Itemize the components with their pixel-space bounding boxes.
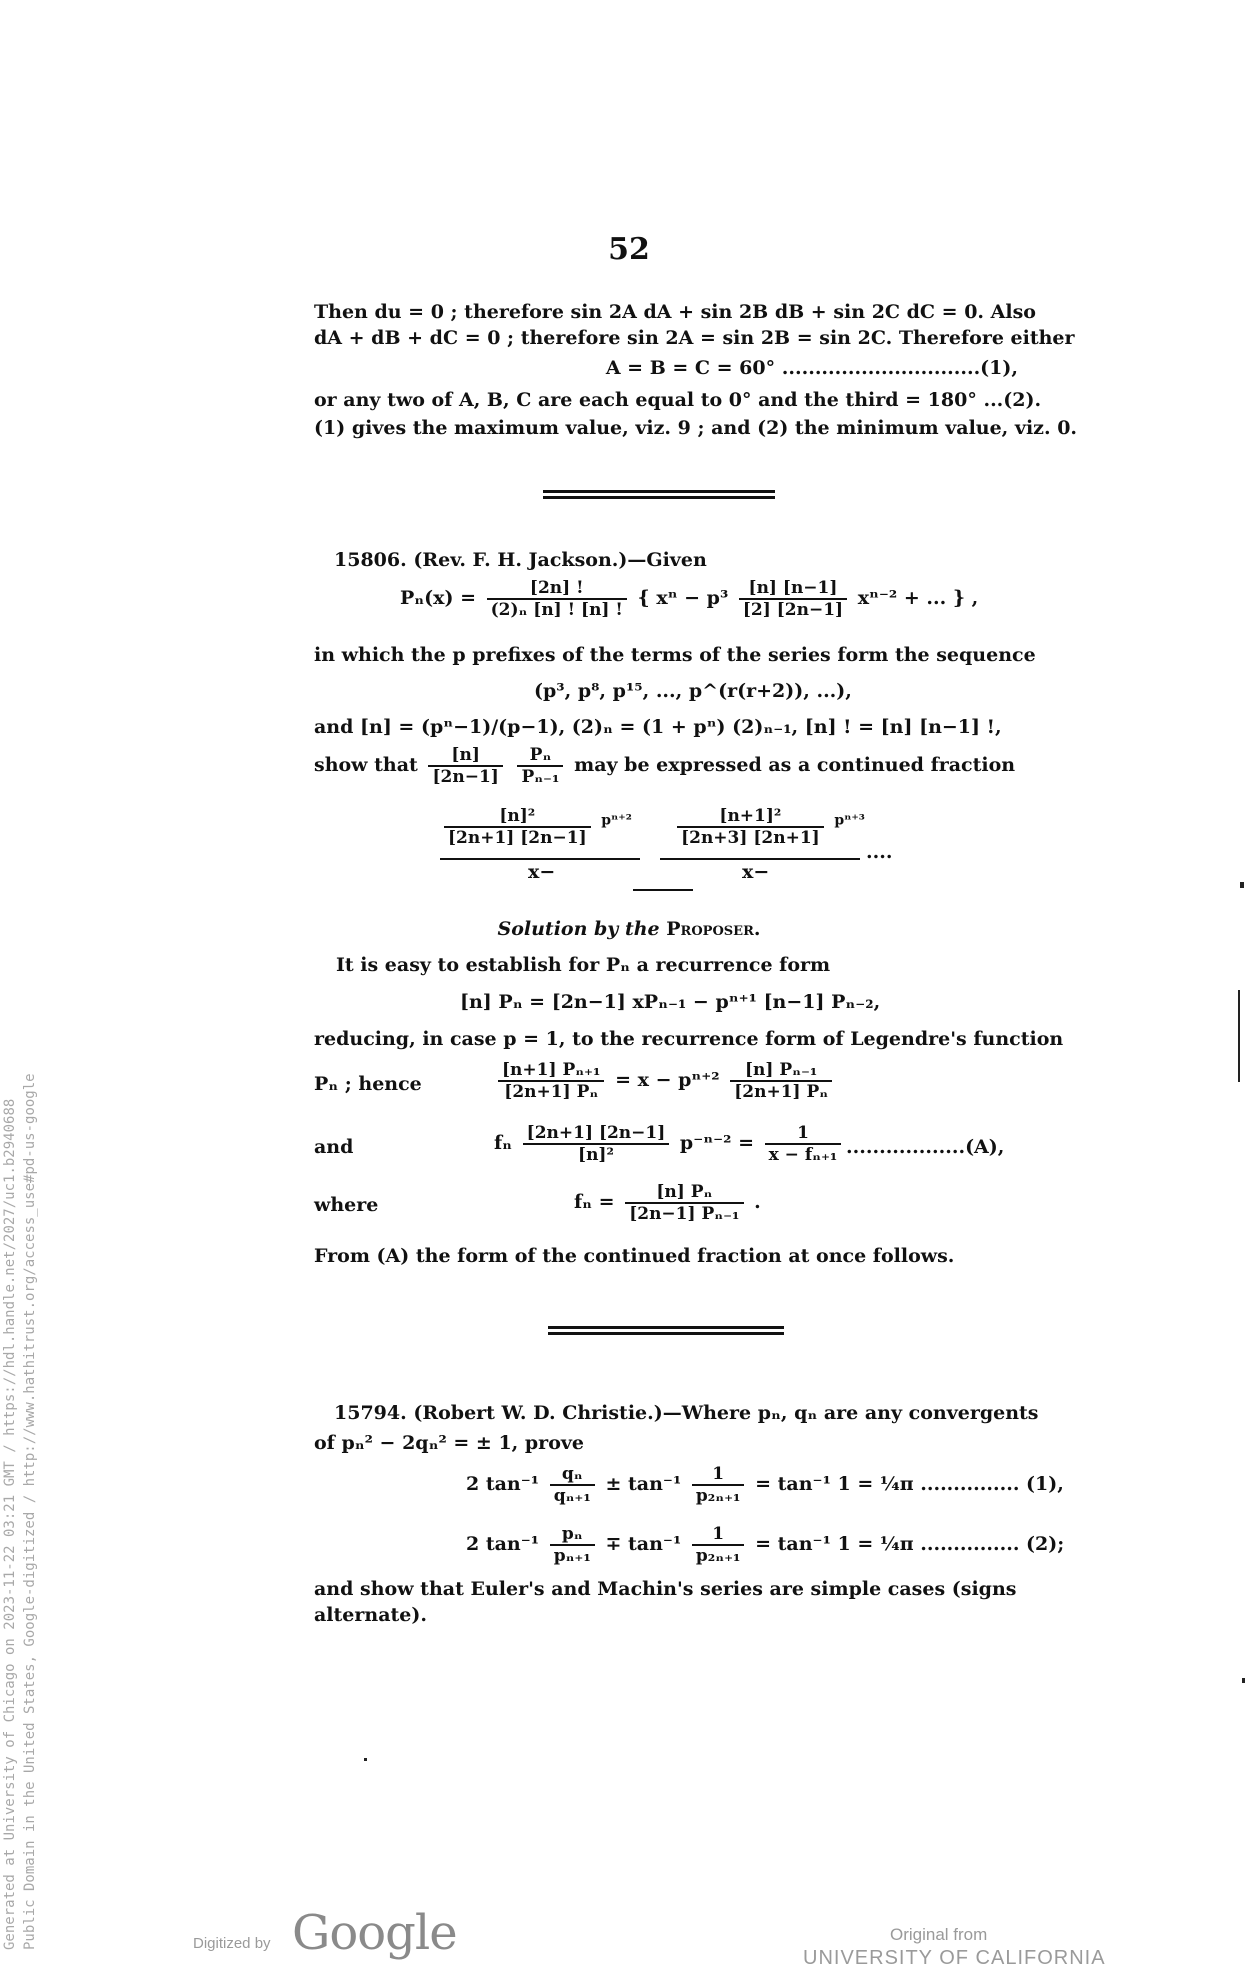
text-line: (1) gives the maximum value, viz. 9 ; and (2) the minimum value, viz. 0. xyxy=(314,417,1078,439)
solution-by: Solution by the xyxy=(497,918,660,940)
solution-title xyxy=(0,917,1258,941)
short-divider xyxy=(633,889,693,891)
text-line: Then du = 0 ; therefore sin 2A dA + sin 2B dB + sin 2C dC = 0. Also xyxy=(314,301,1036,323)
hence-label: Pₙ ; hence xyxy=(314,1073,422,1095)
eq-prefix: 2 tan⁻¹ xyxy=(466,1473,540,1495)
fraction xyxy=(765,1123,842,1165)
google-logo: Google xyxy=(292,1905,457,1961)
text-line: and show that Euler's and Machin's series are simple cases (signs xyxy=(314,1578,1017,1600)
fraction-denominator: [n]² xyxy=(578,1145,614,1165)
scan-speck xyxy=(364,1758,367,1761)
section-divider xyxy=(548,1326,784,1335)
fraction-denominator: Pₙ₋₁ xyxy=(521,767,560,787)
fraction-denominator: [2] [2n−1] xyxy=(742,600,844,620)
where-label: where xyxy=(314,1194,379,1216)
fraction-numerator: [n+1]² xyxy=(677,806,824,828)
fraction-denominator: p₂ₙ₊₁ xyxy=(695,1486,741,1506)
show-that-line xyxy=(314,745,1015,787)
eq-middle: ∓ tan⁻¹ xyxy=(605,1533,682,1555)
power: pⁿ⁺² xyxy=(601,812,632,829)
fraction-numerator: pₙ xyxy=(550,1524,595,1546)
text-line: It is easy to establish for Pₙ a recurrence form xyxy=(336,954,831,976)
equation-1 xyxy=(466,1464,1064,1506)
cf-ellipsis: .... xyxy=(866,841,893,863)
text-line: dA + dB + dC = 0 ; therefore sin 2A = sin 2B = sin 2C. Therefore either xyxy=(314,327,1075,349)
equation-2 xyxy=(466,1524,1064,1566)
fraction xyxy=(523,1123,670,1165)
and-label: and xyxy=(314,1136,354,1158)
text-line: From (A) the form of the continued fraction at once follows. xyxy=(314,1245,955,1267)
page-number: 52 xyxy=(608,232,650,267)
cf-denominator: x− xyxy=(528,861,556,883)
fraction-denominator: pₙ₊₁ xyxy=(553,1546,591,1566)
original-from-label: Original from xyxy=(890,1925,988,1944)
equation-sequence: (p³, p⁸, p¹⁵, ..., p^(r(r+2)), ...), xyxy=(534,680,852,702)
fraction-numerator: [n] xyxy=(428,745,502,767)
scan-speck xyxy=(1242,1678,1245,1683)
fraction xyxy=(428,745,502,787)
fraction-numerator: [n] [n−1] xyxy=(739,578,847,600)
fraction-numerator: [n] Pₙ₋₁ xyxy=(730,1060,832,1082)
fraction xyxy=(677,806,824,848)
fraction-denominator: [2n−1] Pₙ₋₁ xyxy=(629,1204,740,1224)
equation-recurrence: [n] Pₙ = [2n−1] xPₙ₋₁ − pⁿ⁺¹ [n−1] Pₙ₋₂, xyxy=(460,991,881,1013)
show-that-label: show that xyxy=(314,754,418,776)
fraction-numerator: [n] Pₙ xyxy=(625,1182,743,1204)
fraction xyxy=(550,1524,595,1566)
problem-heading: 15794. (Robert W. D. Christie.)—Where pₙ, qₙ are any convergents xyxy=(334,1402,1039,1424)
text-line: reducing, in case p = 1, to the recurrence form of Legendre's function xyxy=(314,1028,1064,1050)
text-line: in which the p prefixes of the terms of the series form the sequence xyxy=(314,644,1036,666)
eq-end: = tan⁻¹ 1 = ¼π ............... (1), xyxy=(755,1473,1064,1495)
eq-middle: = x − pⁿ⁺² xyxy=(615,1069,720,1091)
watermark-line: Generated at University of Chicago on 2023-11-22 03:21 GMT / https://hdl.handle.net/2027/uc1.b2940688 xyxy=(2,1098,18,1950)
cf-denominator: x− xyxy=(742,861,770,883)
fraction-numerator: 1 xyxy=(692,1524,745,1546)
eq-end: . xyxy=(754,1191,761,1213)
fraction xyxy=(730,1060,832,1102)
solution-author: Proposer. xyxy=(666,918,761,940)
scan-line xyxy=(1238,990,1240,1082)
fraction xyxy=(517,745,563,787)
fraction xyxy=(498,1060,604,1102)
fraction-numerator: [n]² xyxy=(444,806,591,828)
eq-end: = tan⁻¹ 1 = ¼π ............... (2); xyxy=(755,1533,1065,1555)
equation-where xyxy=(574,1182,761,1224)
eq-middle: { xⁿ − p³ xyxy=(637,587,729,609)
continued-fraction xyxy=(440,806,865,848)
fraction-denominator: [2n+3] [2n+1] xyxy=(681,828,820,848)
fraction xyxy=(692,1524,745,1566)
digitized-by-label: Digitized by xyxy=(193,1935,271,1952)
equation-pn xyxy=(400,578,978,620)
show-that-rest: may be expressed as a continued fraction xyxy=(574,754,1016,776)
eq-tail: xⁿ⁻² + ... } , xyxy=(857,587,979,609)
fraction xyxy=(692,1464,745,1506)
fraction-denominator: p₂ₙ₊₁ xyxy=(695,1546,741,1566)
text-line: alternate). xyxy=(314,1604,427,1626)
fraction-numerator: [n+1] Pₙ₊₁ xyxy=(498,1060,604,1082)
fraction-denominator: [2n+1] Pₙ xyxy=(504,1082,599,1102)
fraction-denominator: qₙ₊₁ xyxy=(553,1486,591,1506)
power: pⁿ⁺³ xyxy=(834,812,865,829)
equation-line: A = B = C = 60° ..............................(1), xyxy=(605,357,1018,379)
eq-middle: ± tan⁻¹ xyxy=(605,1473,682,1495)
fraction xyxy=(444,806,591,848)
fraction-numerator: qₙ xyxy=(550,1464,595,1486)
fraction xyxy=(739,578,847,620)
text-line: or any two of A, B, C are each equal to 0° and the third = 180° ...(2). xyxy=(314,389,1042,411)
fraction-numerator: 1 xyxy=(765,1123,842,1145)
equation-tag: ..................(A), xyxy=(846,1136,1005,1158)
fraction-numerator: Pₙ xyxy=(517,745,563,767)
text-line: and [n] = (pⁿ−1)/(p−1), (2)ₙ = (1 + pⁿ) (2)ₙ₋₁, [n] ! = [n] [n−1] !, xyxy=(314,716,1002,738)
fraction-denominator: [2n−1] xyxy=(432,767,499,787)
eq-lhs: fₙ = xyxy=(574,1191,615,1213)
fraction xyxy=(625,1182,743,1224)
problem-heading: 15806. (Rev. F. H. Jackson.)—Given xyxy=(334,549,707,571)
text-line: of pₙ² − 2qₙ² = ± 1, prove xyxy=(314,1432,584,1454)
eq-lhs: Pₙ(x) = xyxy=(400,587,476,609)
power: p⁻ⁿ⁻² = xyxy=(679,1132,754,1154)
fraction-denominator: (2)ₙ [n] ! [n] ! xyxy=(490,600,623,620)
fraction xyxy=(487,578,627,620)
fraction-numerator: [2n+1] [2n−1] xyxy=(523,1123,670,1145)
f-symbol: fₙ xyxy=(494,1132,513,1154)
fraction-denominator: [2n+1] Pₙ xyxy=(734,1082,829,1102)
fraction xyxy=(550,1464,595,1506)
fraction-numerator: [2n] ! xyxy=(487,578,627,600)
equation-hence xyxy=(494,1060,836,1102)
fraction-numerator: 1 xyxy=(692,1464,745,1486)
section-divider xyxy=(543,490,775,499)
university-label: UNIVERSITY OF CALIFORNIA xyxy=(803,1947,1106,1969)
watermark-line: Public Domain in the United States, Google-digitized / http://www.hathitrust.org/access_use#pd-us-google xyxy=(22,1073,38,1950)
equation-a xyxy=(494,1123,845,1165)
fraction-denominator: x − fₙ₊₁ xyxy=(768,1145,838,1165)
scan-speck xyxy=(1240,882,1244,888)
hathitrust-watermark xyxy=(0,0,40,1950)
fraction-denominator: [2n+1] [2n−1] xyxy=(448,828,587,848)
eq-prefix: 2 tan⁻¹ xyxy=(466,1533,540,1555)
